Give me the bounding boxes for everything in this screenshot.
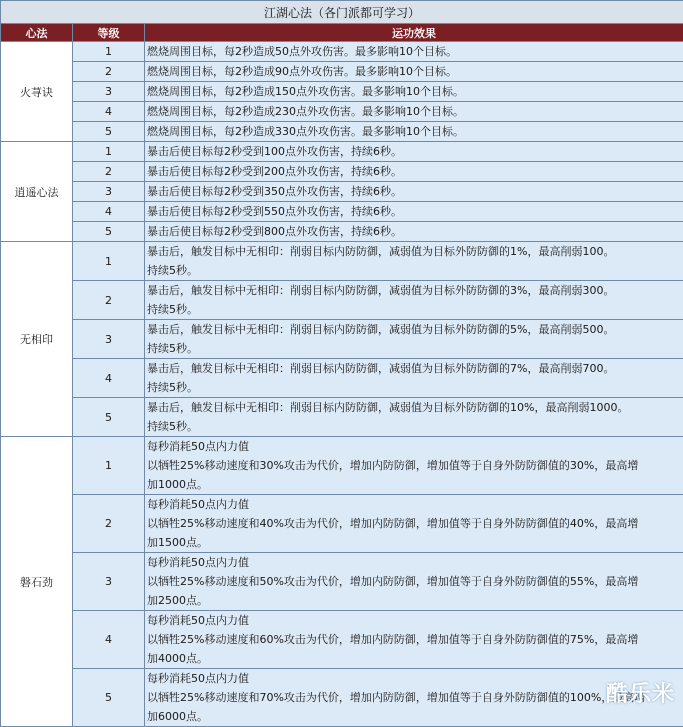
skill-name-cell: 逍遥心法 — [1, 142, 73, 242]
level-cell: 3 — [73, 82, 145, 102]
effect-cell: 每秒消耗50点内力值 以牺牲25%移动速度和50%攻击为代价，增加内防防御，增加值等于自身外防防御值的55%，最高增 加2500点。 — [145, 553, 683, 611]
table-row — [1, 281, 683, 320]
level-cell: 3 — [73, 553, 145, 611]
table-row — [1, 42, 683, 62]
effect-cell: 每秒消耗50点内力值 以牺牲25%移动速度和30%攻击为代价，增加内防防御，增加值等于自身外防防御值的30%，最高增 加1000点。 — [145, 437, 683, 495]
skill-name-cell: 火荨诀 — [1, 42, 73, 142]
table-row — [1, 611, 683, 669]
level-cell: 1 — [73, 437, 145, 495]
table-row — [1, 162, 683, 182]
level-cell: 1 — [73, 242, 145, 281]
table-row — [1, 437, 683, 495]
table-row — [1, 669, 683, 727]
skill-name-cell: 无相印 — [1, 242, 73, 437]
effect-cell: 每秒消耗50点内力值 以牺牲25%移动速度和40%攻击为代价，增加内防防御，增加值等于自身外防防御值的40%，最高增 加1500点。 — [145, 495, 683, 553]
table-row — [1, 102, 683, 122]
level-cell: 4 — [73, 102, 145, 122]
level-cell: 2 — [73, 62, 145, 82]
effect-cell: 每秒消耗50点内力值 以牺牲25%移动速度和60%攻击为代价，增加内防防御，增加值等于自身外防防御值的75%，最高增 加4000点。 — [145, 611, 683, 669]
table-row — [1, 62, 683, 82]
table-row — [1, 202, 683, 222]
table-row — [1, 222, 683, 242]
effect-cell: 暴击后使目标每2秒受到350点外攻伤害，持续6秒。 — [145, 182, 683, 202]
effect-cell: 燃烧周围目标，每2秒造成230点外攻伤害。最多影响10个目标。 — [145, 102, 683, 122]
effect-cell: 每秒消耗50点内力值 以牺牲25%移动速度和70%攻击为代价，增加内防防御，增加值等于自身外防防御值的100%，最高增 加6000点。 — [145, 669, 683, 727]
level-cell: 2 — [73, 495, 145, 553]
effect-cell: 暴击后，触发目标中无相印：削弱目标内防防御，减弱值为目标外防防御的1%，最高削弱100。 持续5秒。 — [145, 242, 683, 281]
table-row — [1, 142, 683, 162]
level-cell: 5 — [73, 669, 145, 727]
effect-cell: 暴击后，触发目标中无相印：削弱目标内防防御，减弱值为目标外防防御的3%，最高削弱300。 持续5秒。 — [145, 281, 683, 320]
level-cell: 1 — [73, 42, 145, 62]
effect-cell: 燃烧周围目标，每2秒造成50点外攻伤害。最多影响10个目标。 — [145, 42, 683, 62]
table-header-row — [1, 24, 683, 42]
effect-cell: 燃烧周围目标，每2秒造成330点外攻伤害。最多影响10个目标。 — [145, 122, 683, 142]
effect-cell: 暴击后，触发目标中无相印：削弱目标内防防御，减弱值为目标外防防御的5%，最高削弱500。 持续5秒。 — [145, 320, 683, 359]
level-cell: 4 — [73, 611, 145, 669]
table-title-row — [1, 1, 683, 24]
level-cell: 1 — [73, 142, 145, 162]
level-cell: 4 — [73, 202, 145, 222]
level-cell: 5 — [73, 398, 145, 437]
table-row — [1, 495, 683, 553]
skill-name-cell: 磐石劲 — [1, 437, 73, 727]
level-cell: 2 — [73, 281, 145, 320]
effect-cell: 燃烧周围目标，每2秒造成90点外攻伤害。最多影响10个目标。 — [145, 62, 683, 82]
level-cell: 5 — [73, 122, 145, 142]
table-row — [1, 398, 683, 437]
level-cell: 4 — [73, 359, 145, 398]
table-row — [1, 359, 683, 398]
effect-cell: 暴击后使目标每2秒受到800点外攻伤害，持续6秒。 — [145, 222, 683, 242]
effect-cell: 燃烧周围目标，每2秒造成150点外攻伤害。最多影响10个目标。 — [145, 82, 683, 102]
level-cell: 5 — [73, 222, 145, 242]
table-row — [1, 320, 683, 359]
table-row — [1, 82, 683, 102]
table-row — [1, 553, 683, 611]
table-row — [1, 182, 683, 202]
level-cell: 3 — [73, 320, 145, 359]
level-cell: 2 — [73, 162, 145, 182]
table-row — [1, 242, 683, 281]
effect-cell: 暴击后，触发目标中无相印：削弱目标内防防御，减弱值为目标外防防御的10%，最高削弱1000。 持续5秒。 — [145, 398, 683, 437]
effect-cell: 暴击后使目标每2秒受到100点外攻伤害，持续6秒。 — [145, 142, 683, 162]
header-level: 等级 — [73, 24, 145, 42]
header-name: 心法 — [1, 24, 73, 42]
level-cell: 3 — [73, 182, 145, 202]
header-effect: 运功效果 — [145, 24, 683, 42]
watermark-logo: 酷乐米 — [606, 677, 675, 708]
effect-cell: 暴击后，触发目标中无相印：削弱目标内防防御，减弱值为目标外防防御的7%，最高削弱700。 持续5秒。 — [145, 359, 683, 398]
table-title: 江湖心法（各门派都可学习） — [1, 1, 683, 24]
effect-cell: 暴击后使目标每2秒受到550点外攻伤害，持续6秒。 — [145, 202, 683, 222]
table-row — [1, 122, 683, 142]
effect-cell: 暴击后使目标每2秒受到200点外攻伤害，持续6秒。 — [145, 162, 683, 182]
